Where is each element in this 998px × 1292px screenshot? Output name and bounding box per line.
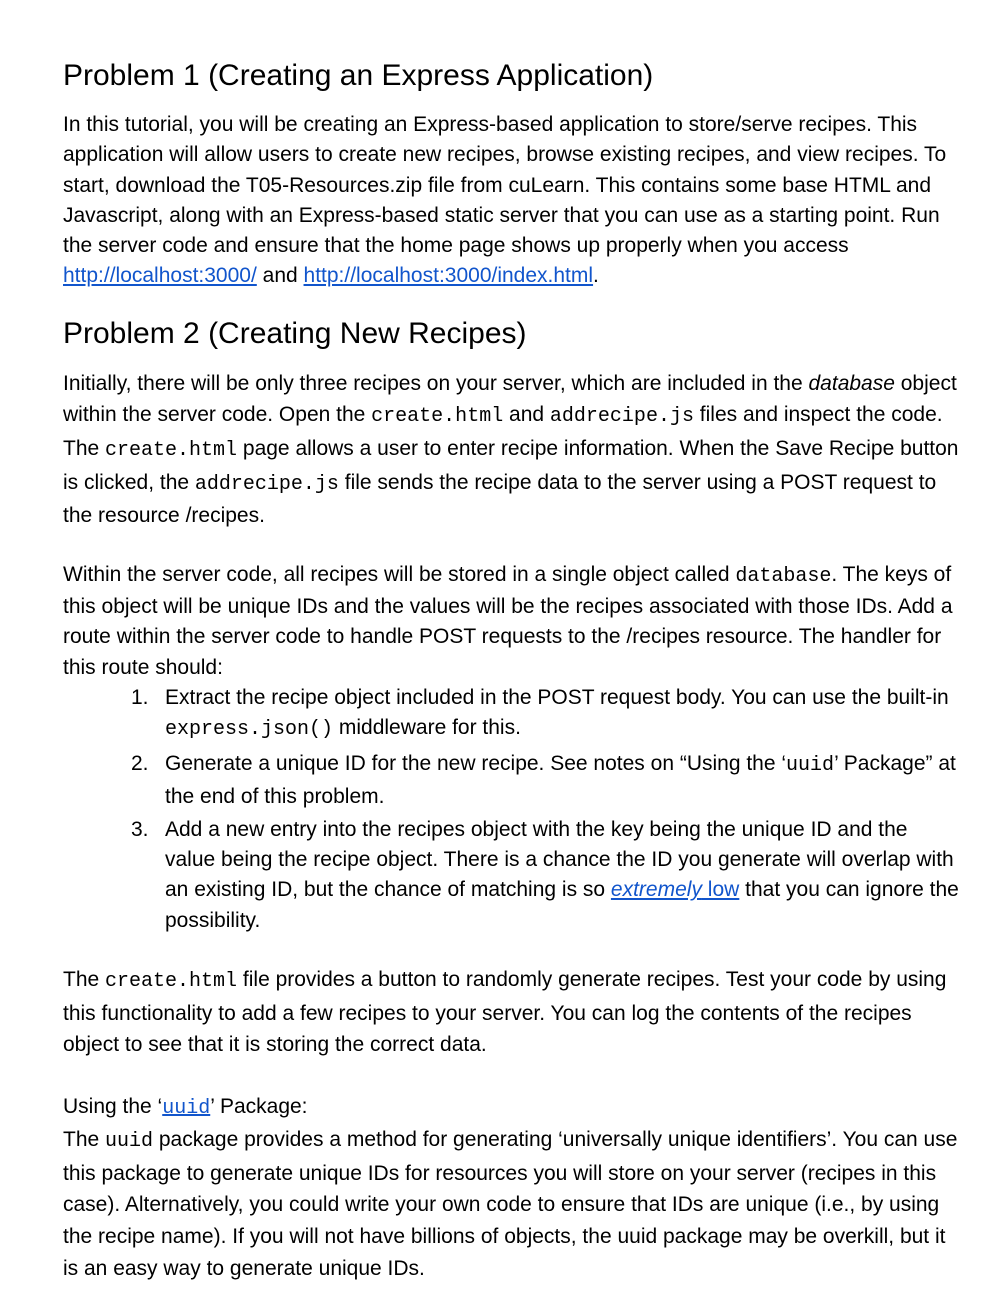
text-span: Within the server code, all recipes will be stored in a single object called	[63, 562, 736, 586]
text-span: Add a new entry into the recipes object with the key being the unique ID and the value being the recipe object. There is a chance the ID you generate will overlap with an existing ID, but the chance of matching is so	[165, 817, 954, 902]
list-item	[63, 683, 963, 746]
handler-steps-list	[63, 683, 963, 936]
and-text: and	[256, 264, 304, 288]
text-span: The	[63, 967, 106, 991]
code-create-html: create.html	[105, 438, 238, 462]
text-span: file provides a button to randomly generate recipes. Test your code by using this functionality to add a few recipes to your server. You can log the contents of the recipes object to see that it is storing the correct data.	[63, 967, 947, 1057]
create-html-paragraph	[63, 964, 963, 1061]
text-span: Using the ‘	[63, 1094, 163, 1118]
step-number: 3.	[131, 817, 149, 841]
code-create-html: create.html	[105, 969, 238, 993]
problem1-paragraph	[63, 110, 963, 292]
text-span: The	[63, 1128, 106, 1152]
code-express-json: express.json()	[165, 718, 334, 742]
code-uuid: uuid	[786, 753, 835, 777]
text-span: ’ Package” at the end of this problem.	[165, 751, 956, 809]
link-emphasis: extremely	[610, 878, 702, 902]
text-span: and	[503, 403, 550, 427]
code-uuid: uuid	[105, 1130, 154, 1154]
code-addrecipe-js: addrecipe.js	[549, 405, 694, 429]
database-emphasis: database	[808, 371, 895, 395]
problem2-heading: Problem 2 (Creating New Recipes)	[63, 316, 527, 350]
text-span: package provides a method for generating ‘universally unique identifiers’. You can use this package to generate unique IDs for resources you will store on your server (recipes in this case). Alternatively, you could write your own code to ensure that IDs are unique (i.e., by using the recipe name). If you will not have billions of objects, the uuid package may be overkill, but it is an easy way to generate unique IDs.	[63, 1128, 958, 1280]
text-span: Initially, there will be only three recipes on your server, which are included in the	[63, 371, 809, 395]
server-code-paragraph	[63, 560, 963, 683]
problem2-intro-paragraph	[63, 368, 963, 532]
text-span: object within the server code. Open the	[63, 371, 957, 427]
extremely-low-link[interactable]	[611, 878, 739, 901]
step-number: 1.	[131, 685, 149, 709]
uuid-package-section	[63, 1091, 963, 1285]
text-span: file sends the recipe data to the server using a POST request to the resource /recipes.	[63, 470, 937, 528]
problem1-heading: Problem 1 (Creating an Express Application)	[63, 59, 654, 92]
list-item	[63, 748, 963, 813]
code-addrecipe-js: addrecipe.js	[194, 472, 339, 496]
link-text: low	[701, 878, 740, 902]
step-number: 2.	[131, 751, 149, 775]
localhost-index-link[interactable]: http://localhost:3000/index.html	[303, 264, 594, 288]
text-span: . The keys of this object will be unique IDs and the values will be the recipes associated with those IDs. Add a route within the server code to handle POST requests to the /recipes resource. The handler for this route should:	[63, 562, 953, 679]
uuid-link[interactable]: uuid	[162, 1096, 211, 1120]
text-span: Generate a unique ID for the new recipe. See notes on “Using the ‘	[165, 751, 787, 775]
text-span: page allows a user to enter recipe information. When the Save Recipe button is clicked, the	[63, 436, 959, 494]
problem1-text: In this tutorial, you will be creating an Express-based application to store/serve recipes. This application will allow users to create new recipes, browse existing recipes, and view recipes. To start, download the T05-Resources.zip file from cuLearn. This contains some base HTML and Javascript, along with an Express-based static server that you can use as a starting point. Run the server code and ensure that the home page shows up properly when you access	[63, 113, 947, 258]
text-span: that you can ignore the possibility.	[165, 878, 959, 932]
localhost-root-link[interactable]: http://localhost:3000/	[63, 264, 257, 288]
end-period: .	[593, 264, 599, 288]
code-create-html: create.html	[371, 405, 504, 429]
document-page	[63, 56, 963, 1284]
text-span: ’ Package:	[210, 1094, 308, 1118]
text-span: Extract the recipe object included in the POST request body. You can use the built-in	[165, 685, 949, 709]
list-item	[63, 815, 963, 936]
code-database: database	[735, 564, 832, 588]
text-span: files and inspect the code. The	[63, 403, 943, 460]
text-span: middleware for this.	[333, 716, 521, 740]
